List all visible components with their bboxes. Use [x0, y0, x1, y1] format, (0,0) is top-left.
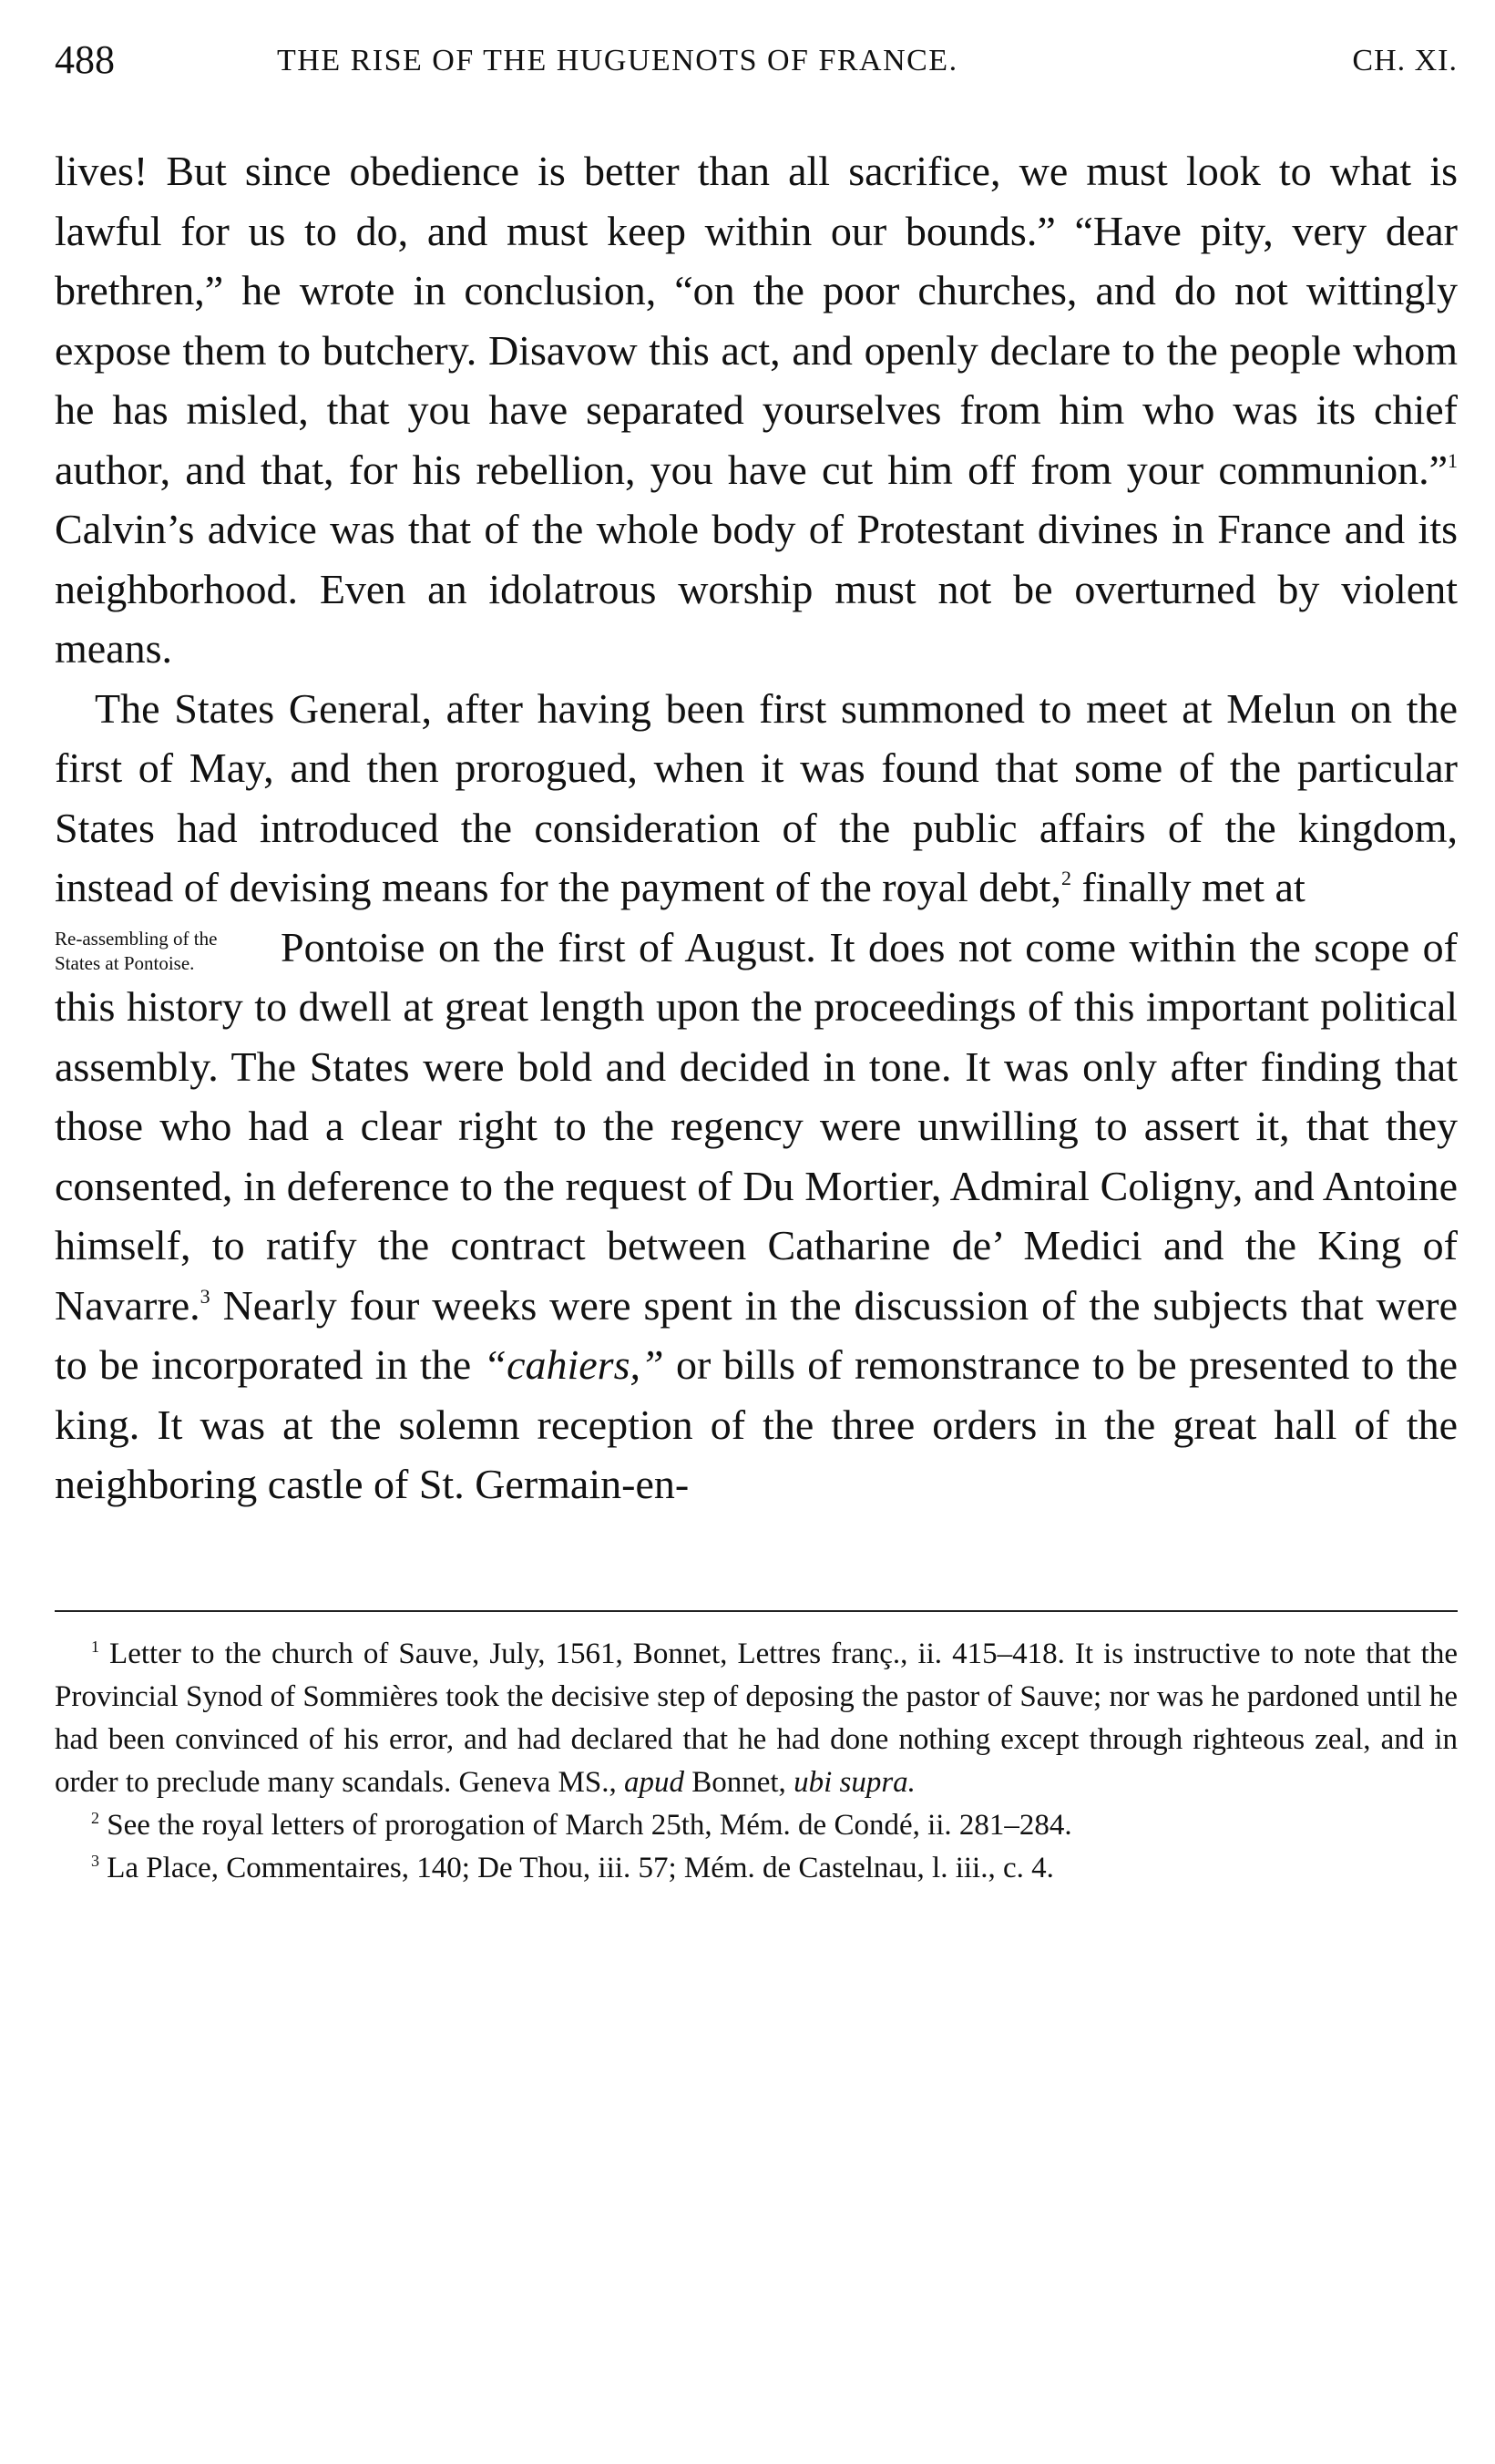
footnote-1-text: Letter to the church of Sauve, July, 1561, Bonnet, Lettres franç., ii. 415–418. It is instructive to note that the Provincial Synod of Sommières took the decisive step of deposing the pastor of Sauve; nor was he pardoned until he had been convinced of his error, and had declared that he had done nothing except through righteous zeal, and in order to preclude many scandals. Geneva MS.,	[55, 1638, 1458, 1799]
footnote-3-text: La Place, Commentaires, 140; De Thou, iii. 57; Mém. de Castelnau, l. iii., c. 4.	[99, 1852, 1054, 1884]
footnote-ref-1: 1	[1448, 448, 1458, 472]
footnote-3	[55, 1847, 1458, 1890]
footnote-2-text: See the royal letters of prorogation of March 25th, Mém. de Condé, ii. 281–284.	[99, 1809, 1072, 1842]
paragraph-1-text: lives! But since obedience is better than all sacrifice, we must look to what is lawful for us to do, and must keep within our bounds.” “Have pity, very dear brethren,” he wrote in conclusion, “on the poor churches, and do not wittingly expose them to butchery. Disavow this act, and openly declare to the people whom he has misled, that you have separated yourselves from him who was its chief author, and that, for his rebellion, you have cut him off from your communion.”	[55, 148, 1458, 493]
paragraph-2-continued: Pontoise on the first of August. It does not come within the scope of this history to dwell at great length upon the proceedings of this important political assembly. The States were bold and decided in tone. It was only after finding that those who had a clear right to the regency were unwilling to assert it, that they consented, in deference to the request of Du Mortier, Admiral Coligny, and Antoine himself, to ratify the contract between Catharine de’ Medici and the King of Navarre.	[55, 923, 1458, 1329]
footnote-1-ubi: ubi supra.	[794, 1766, 916, 1799]
paragraph-2-after-ref-3: Nearly four weeks were spent in the discussion of the subjects that were to be incorporated in the	[55, 1281, 1458, 1388]
footnote-2	[55, 1804, 1458, 1847]
main-text	[55, 141, 1458, 1514]
footnote-divider	[55, 1610, 1458, 1612]
footnote-1	[55, 1633, 1458, 1804]
footnote-1-number: 1	[91, 1638, 99, 1656]
paragraph-2-after-ref-2: finally met at	[1070, 864, 1306, 910]
footnote-1-apud: apud	[623, 1766, 684, 1799]
page-number: 488	[55, 37, 115, 82]
running-header	[55, 36, 1458, 91]
footnote-ref-2: 2	[1060, 867, 1071, 889]
footnote-3-number: 3	[91, 1852, 99, 1870]
paragraph-2	[55, 679, 1458, 1514]
footnotes	[55, 1633, 1458, 1890]
footnote-1-mid: Bonnet,	[683, 1766, 794, 1799]
paragraph-2-ending: or bills of remonstrance to be presented to the king. It was at the solemn reception of the three orders in the great hall of the neighboring castle of St. Germain-en-	[55, 1341, 1458, 1507]
running-title: THE RISE OF THE HUGUENOTS OF FRANCE.	[277, 44, 958, 77]
margin-sidenote: Re-assembling of the States at Pontoise.	[55, 927, 218, 974]
paragraph-1-text-after: Calvin’s advice was that of the whole body of Protestant divines in France and its neighborhood. Even an idolatrous worship must not be overturned by violent means.	[55, 506, 1458, 672]
paragraph-2-start: The States General, after having been first summoned to meet at Melun on the first of May, and then prorogued, when it was found that some of the particular States had introduced the consideration of the public affairs of the kingdom, instead of devising means for the payment of the royal debt,	[55, 684, 1458, 910]
footnote-ref-3: 3	[200, 1284, 210, 1308]
paragraph-1	[55, 141, 1458, 679]
footnote-2-number: 2	[91, 1809, 99, 1827]
book-page	[55, 36, 1458, 1884]
cahiers-term: “cahiers,”	[483, 1341, 664, 1388]
chapter-label: CH. XI.	[1352, 44, 1458, 77]
